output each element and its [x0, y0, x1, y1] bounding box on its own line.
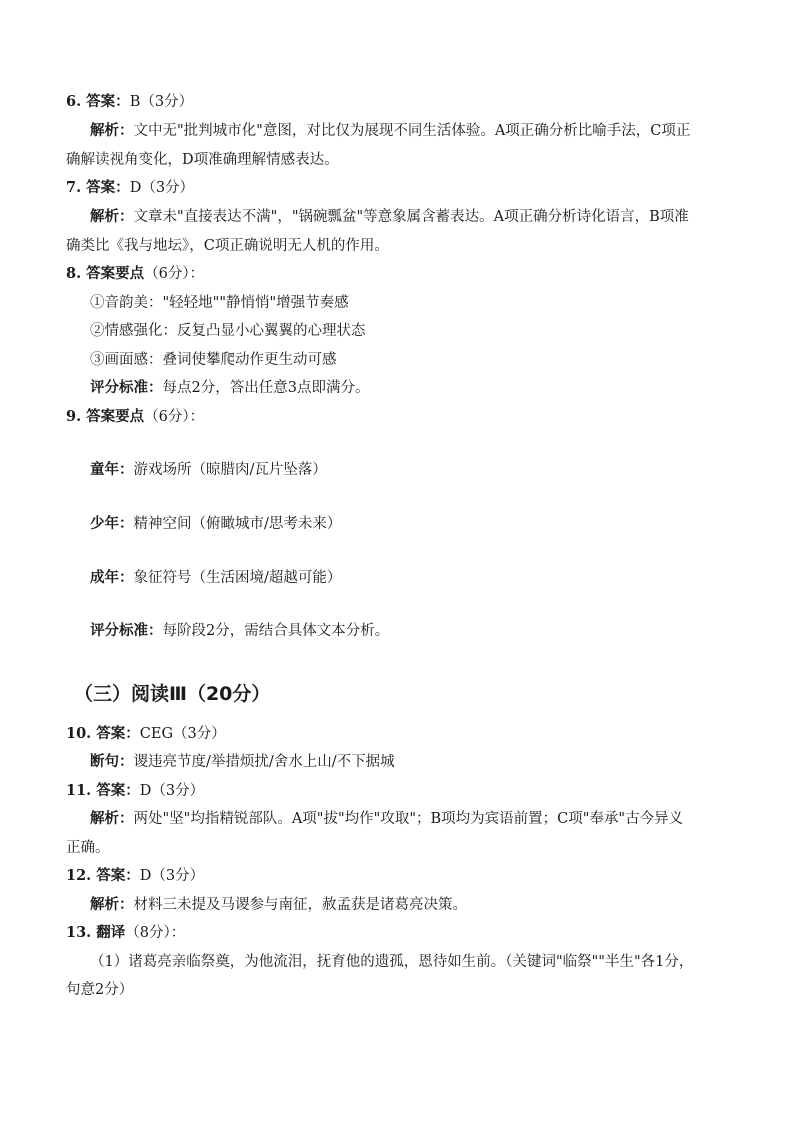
- q13-translation-cont: 句意2分）: [66, 982, 134, 998]
- q12-analysis-text: 材料三未提及马谡参与南征，赦孟获是诸葛亮决策。: [133, 897, 467, 913]
- q7-label: 7. 答案：: [66, 179, 130, 196]
- q7-analysis-line: [90, 207, 740, 227]
- q13-translation-line: （1）诸葛亮亲临祭奠，为他流泪，抚育他的遗孤，恩待如生前。（关键词"临祭""半生"各1分，: [90, 954, 694, 970]
- q8-label: 8. 答案要点: [66, 265, 145, 282]
- q9-criteria-text: 每阶段2分，需结合具体文本分析。: [162, 623, 390, 639]
- q8-point: ②情感强化：反复凸显小心翼翼的心理状态: [90, 323, 366, 339]
- q12-analysis-line: [90, 895, 740, 915]
- q10-break-text: 谡违亮节度/举措烦扰/舍水上山/不下据城: [133, 754, 395, 770]
- q9-criteria-line: [90, 621, 740, 641]
- q7-analysis-text: 文章未"直接表达不满"，"锅碗瓢盆"等意象属含蓄表达。A项正确分析诗化语言，B项准: [133, 209, 689, 225]
- q11-analysis-line: [90, 809, 740, 829]
- q9-stage: [90, 568, 740, 588]
- q12-answer: D（3分）: [139, 868, 205, 884]
- q10-answer-line: [66, 724, 740, 744]
- section-heading: （三）阅读Ⅲ（20分）: [74, 683, 271, 705]
- q11-label: 11. 答案：: [66, 782, 140, 799]
- q8-criteria-text: 每点2分，答出任意3点即满分。: [162, 380, 370, 396]
- q12-analysis-label: 解析：: [90, 896, 134, 913]
- q6-analysis-text: 文中无"批判城市化"意图，对比仅为展现不同生活体验。A项正确分析比喻手法，C项正: [133, 123, 691, 139]
- q10-label: 10. 答案：: [66, 725, 140, 742]
- q9-stage-label: 成年：: [90, 569, 134, 586]
- q6-analysis-line: [90, 121, 740, 141]
- q8-point: ③画面感：叠词使攀爬动作更生动可感: [90, 352, 337, 368]
- q11-answer: D（3分）: [139, 783, 205, 799]
- q11-analysis-text: 两处"坚"均指精锐部队。A项"拔"均作"攻取"；B项均为宾语前置；C项"奉承"古今异义: [133, 811, 684, 827]
- q10-break-line: [90, 752, 740, 772]
- q12-label: 12. 答案：: [66, 867, 140, 884]
- q6-analysis-label: 解析：: [90, 122, 134, 139]
- q13-title-line: [66, 923, 740, 943]
- q9-stage: [90, 460, 740, 480]
- q10-break-label: 断句：: [90, 753, 134, 770]
- q8-criteria-label: 评分标准：: [90, 379, 163, 396]
- q10-answer: CEG（3分）: [139, 726, 226, 742]
- q8-title-line: [66, 264, 740, 284]
- q9-stage-text: 象征符号（生活困境/超越可能）: [133, 570, 342, 586]
- q8-score: （6分）：: [144, 266, 205, 282]
- q11-analysis-label: 解析：: [90, 810, 134, 827]
- q7-answer: D（3分）: [129, 180, 195, 196]
- q9-stage-label: 童年：: [90, 461, 134, 478]
- q12-answer-line: [66, 866, 740, 886]
- q6-label: 6. 答案：: [66, 93, 130, 110]
- q7-analysis-label: 解析：: [90, 208, 134, 225]
- q11-analysis-cont: 正确。: [66, 840, 110, 856]
- q9-title-line: [66, 407, 740, 427]
- q9-score: （6分）：: [144, 409, 205, 425]
- q13-label: 13. 翻译: [66, 924, 126, 941]
- q11-answer-line: [66, 781, 740, 801]
- q9-stage-text: 精神空间（俯瞰城市/思考未来）: [133, 516, 342, 532]
- q7-analysis-cont: 确类比《我与地坛》，C项正确说明无人机的作用。: [66, 238, 389, 254]
- q9-stage: [90, 514, 740, 534]
- q9-criteria-label: 评分标准：: [90, 622, 163, 639]
- q6-analysis-cont: 确解读视角变化，D项准确理解情感表达。: [66, 152, 339, 168]
- q7-answer-line: [66, 178, 740, 198]
- q9-stage-label: 少年：: [90, 515, 134, 532]
- q9-label: 9. 答案要点: [66, 408, 145, 425]
- q6-answer: B（3分）: [129, 94, 194, 110]
- q6-answer-line: [66, 92, 740, 112]
- q13-score: （8分）：: [125, 925, 186, 941]
- q9-stage-text: 游戏场所（晾腊肉/瓦片坠落）: [133, 462, 327, 478]
- q8-point: ①音韵美："轻轻地""静悄悄"增强节奏感: [90, 295, 349, 311]
- q8-criteria-line: [90, 378, 740, 398]
